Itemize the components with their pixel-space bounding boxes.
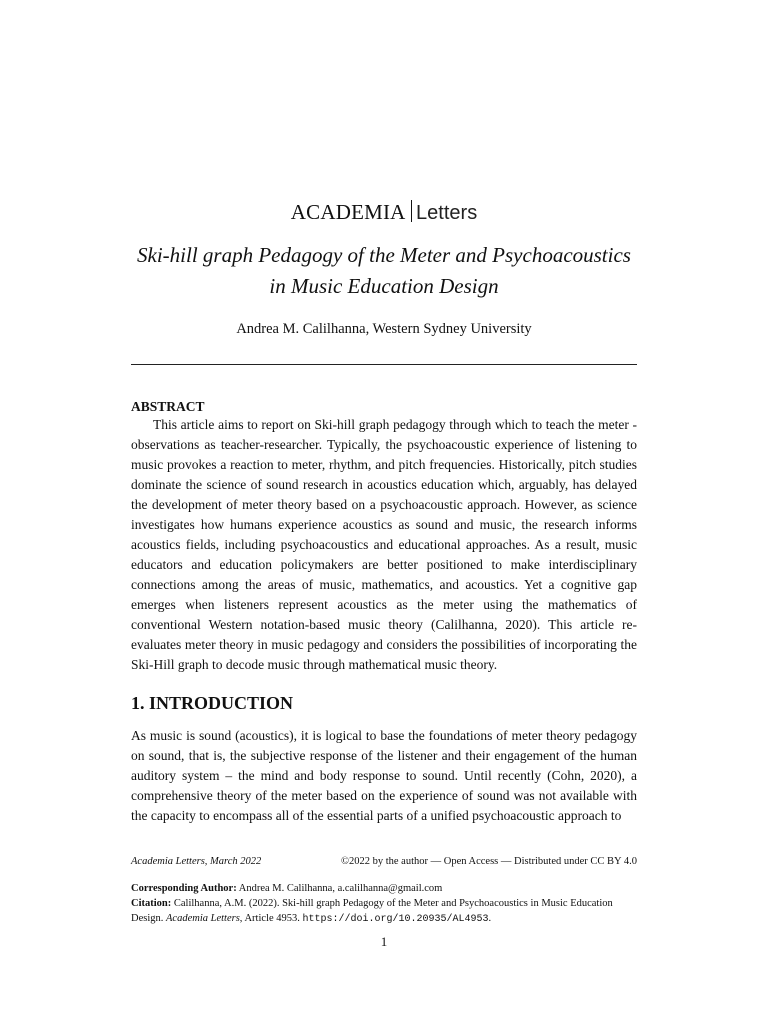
- journal-masthead: [0, 198, 768, 227]
- footer-journal-date: Academia Letters, March 2022: [131, 856, 262, 867]
- article-title-line-1: Ski-hill graph Pedagogy of the Meter and Psychoacoustics: [137, 243, 631, 267]
- citation-doi-link[interactable]: https://doi.org/10.20935/AL4953: [302, 914, 489, 925]
- title-divider: [131, 364, 637, 365]
- journal-brand: ACADEMIA: [290, 200, 406, 224]
- abstract-heading: ABSTRACT: [131, 399, 205, 414]
- citation-end: .: [488, 913, 492, 924]
- citation-label: Citation:: [131, 898, 172, 909]
- journal-section: Letters: [416, 202, 478, 224]
- article-author: Andrea M. Calilhanna, Western Sydney University: [236, 321, 532, 337]
- article-title: [100, 240, 668, 302]
- corresponding-author-value: Andrea M. Calilhanna, a.calilhanna@gmail.com: [238, 883, 443, 894]
- article-title-line-2: in Music Education Design: [269, 274, 499, 298]
- abstract-body: This article aims to report on Ski-hill graph pedagogy through which to teach the meter - observations as teacher-researcher. Typically, the psychoacoustic experience of listening to music provokes a reaction to meter, rhythm, and pitch frequencies. Historically, pitch studies dominate the science of sound research in acoustics education which, arguably, has delayed the development of meter theory based on a psychoacoustic approach. However, as science investigates how humans experience acoustics as sound and music, the research informs acoustics fields, including psychoacoustics and educational approaches. As a result, music educators and education policymakers are better positioned to make interdisciplinary connections among the areas of music, mathematics, and acoustics. Yet a cognitive gap emerges when listeners represent acoustics as the meter using the mathematics of conventional Western notation-based music theory (Calilhanna, 2020). This article re-evaluates meter theory in music pedagogy and considers the possibilities of incorporating the Ski-Hill graph to decode music through mathematical music theory.: [131, 417, 637, 672]
- footer-license: ©2022 by the author — Open Access — Distributed under CC BY 4.0: [340, 856, 637, 867]
- citation-journal: Academia Letters: [166, 913, 240, 924]
- corresponding-author-label: Corresponding Author:: [131, 883, 237, 894]
- corresponding-author: [131, 881, 637, 896]
- page-number: 1: [380, 934, 388, 949]
- introduction-body: As music is sound (acoustics), it is logical to base the foundations of meter theory pedagogy on sound, that is, the subjective response of the listener and their engagement of the human auditory system – the mind and body response to sound. Until recently (Cohn, 2020), a comprehensive theory of the meter based on the experience of sound was not available with the capacity to encompass all of the essential parts of a unified psychoacoustic approach to: [131, 728, 637, 823]
- introduction-heading: 1. INTRODUCTION: [131, 693, 294, 713]
- citation-article: , Article 4953.: [239, 913, 300, 924]
- citation: [131, 896, 631, 927]
- masthead-separator: [411, 200, 413, 222]
- citation-text: Calilhanna, A.M. (2022). Ski-hill graph Pedagogy of the Meter and Psychoacoustics in Music Education Design.: [131, 898, 613, 924]
